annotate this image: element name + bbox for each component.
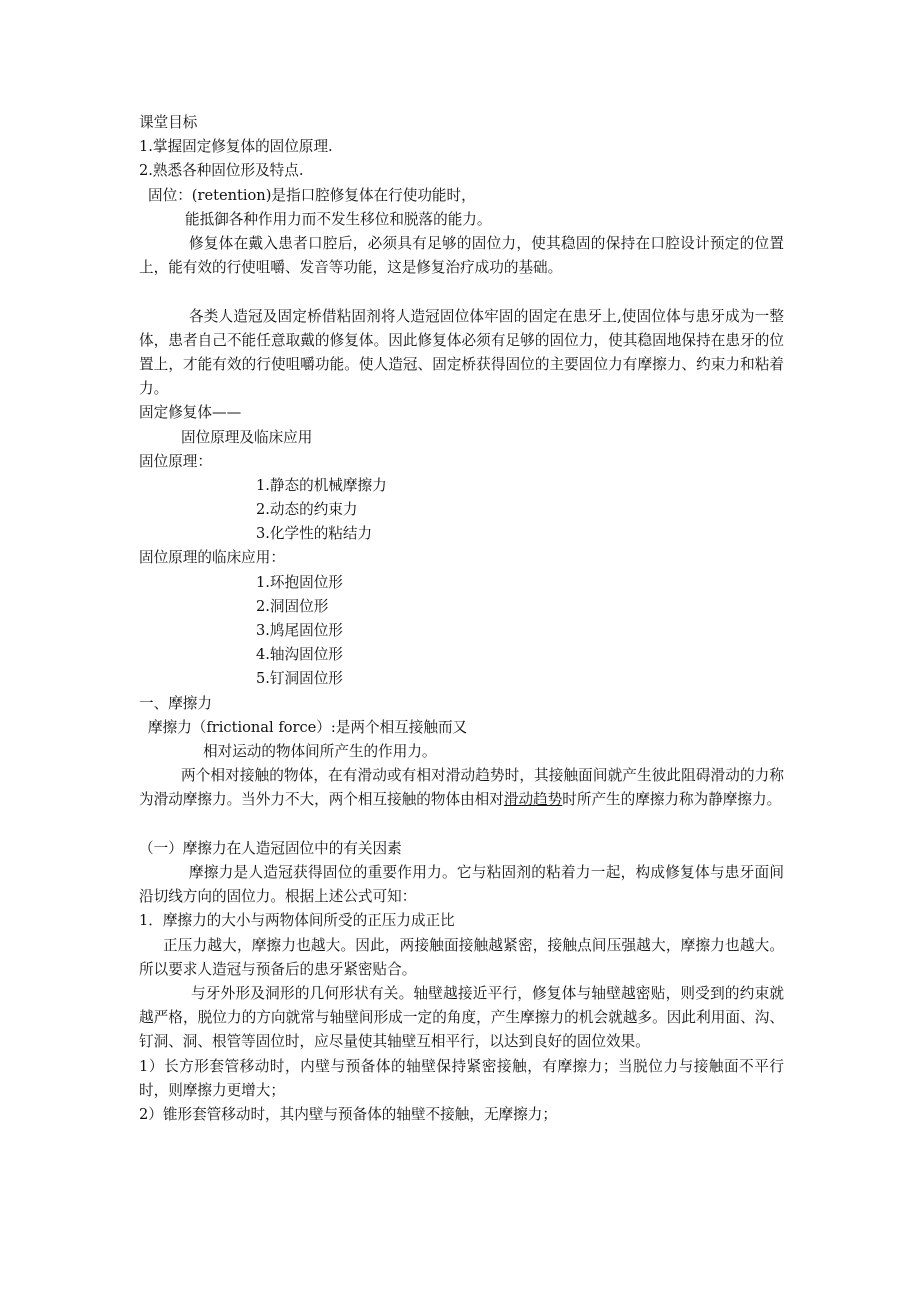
paragraph-normal-pressure: 正压力越大，摩擦力也越大。因此，两接触面接触越紧密，接触点间压强越大，摩擦力也越大。所以要求人造冠与预备后的患牙紧密贴合。 bbox=[139, 936, 784, 978]
section-heading-friction: 一、摩擦力 bbox=[139, 694, 212, 712]
paragraph-sliding-friction bbox=[139, 764, 784, 812]
paragraph-crown-bridge: 各类人造冠及固定桥借粘固剂将人造冠固位体牢固的固定在患牙上,使固位体与患牙成为一整体，患者自己不能任意取戴的修复体。因此修复体必须有足够的固位力，使其稳固地保持在患牙的位置上，才能有效的行使咀嚼功能。使人造冠、固定桥获得固位的主要固位力有摩擦力、约束力和粘着力。 bbox=[139, 307, 784, 398]
paragraph-friction-importance: 摩擦力是人造冠获得固位的重要作用力。它与粘固剂的粘着力一起，构成修复体与患牙面间沿切线方向的固位力。根据上述公式可知： bbox=[139, 863, 784, 906]
blank-line bbox=[139, 813, 784, 837]
paragraph-conical-sleeve: 2）锥形套管移动时，其内壁与预备体的轴壁不接触，无摩擦力； bbox=[139, 1105, 557, 1123]
subheading-principles-application: 固位原理及临床应用 bbox=[181, 428, 313, 446]
objective-item-2: 2.熟悉各种固位形及特点. bbox=[139, 162, 304, 180]
application-item-2: 2.洞固位形 bbox=[256, 597, 329, 615]
principle-item-3: 3.化学性的粘结力 bbox=[256, 525, 373, 543]
subsection-heading-friction-factors: （一）摩擦力在人造冠固位中的有关因素 bbox=[139, 839, 402, 857]
paragraph-geometry: 与牙外形及洞形的几何形状有关。轴壁越接近平行，修复体与轴壁越密贴，则受到的约束就越严格，脱位力的方向就常与轴壁间形成一定的角度，产生摩擦力的机会就越多。因此利用面、沟、钉洞、洞、根管等固位时，应尽量使其轴壁互相平行，以达到良好的固位效果。 bbox=[139, 984, 784, 1051]
blank-line bbox=[139, 280, 784, 304]
friction-definition: 摩擦力（frictional force）:是两个相互接触而又 bbox=[148, 718, 468, 736]
objective-item-1: 1.掌握固定修复体的固位原理. bbox=[139, 138, 333, 156]
paragraph-rectangular-sleeve: 1）长方形套管移动时，内壁与预备体的轴壁保持紧密接触，有摩擦力；当脱位力与接触面不平行时，则摩擦力更增大； bbox=[139, 1057, 784, 1099]
paragraph-restoration-retention: 修复体在戴入患者口腔后，必须具有足够的固位力，使其稳固的保持在口腔设计预定的位置上，能有效的行使咀嚼、发音等功能，这是修复治疗成功的基础。 bbox=[139, 234, 784, 277]
friction-definition-cont: 相对运动的物体间所产生的作用力。 bbox=[203, 742, 437, 760]
factor-item-1: 1．摩擦力的大小与两物体间所受的正压力成正比 bbox=[139, 912, 455, 930]
retention-definition-cont: 能抵御各种作用力而不发生移位和脱落的能力。 bbox=[185, 210, 492, 228]
sliding-friction-text-a: 两个相对接触的物体，在有滑动或有相对滑动趋势时，其接触面间就产生彼此阻碍滑动的力称为滑动摩擦力。当外力不大，两个相互接触的物体由相对 bbox=[139, 767, 784, 809]
underlined-term: 滑动趋势 bbox=[503, 791, 563, 809]
heading-clinical-application: 固位原理的临床应用： bbox=[139, 549, 285, 567]
retention-definition: 固位：(retention)是指口腔修复体在行使功能时， bbox=[148, 186, 476, 204]
principle-item-1: 1.静态的机械摩擦力 bbox=[256, 476, 387, 494]
application-item-1: 1.环抱固位形 bbox=[256, 573, 343, 591]
document-page bbox=[139, 111, 784, 1127]
section-heading-objectives: 课堂目标 bbox=[139, 114, 198, 131]
application-item-4: 4.轴沟固位形 bbox=[256, 646, 343, 664]
principle-item-2: 2.动态的约束力 bbox=[256, 501, 358, 519]
application-item-3: 3.鸠尾固位形 bbox=[256, 622, 343, 640]
heading-fixed-restoration: 固定修复体—— bbox=[139, 404, 242, 422]
sliding-friction-text-b: 时所产生的摩擦力称为静摩擦力。 bbox=[562, 791, 782, 809]
heading-retention-principles: 固位原理： bbox=[139, 452, 212, 470]
application-item-5: 5.钉洞固位形 bbox=[256, 670, 343, 688]
